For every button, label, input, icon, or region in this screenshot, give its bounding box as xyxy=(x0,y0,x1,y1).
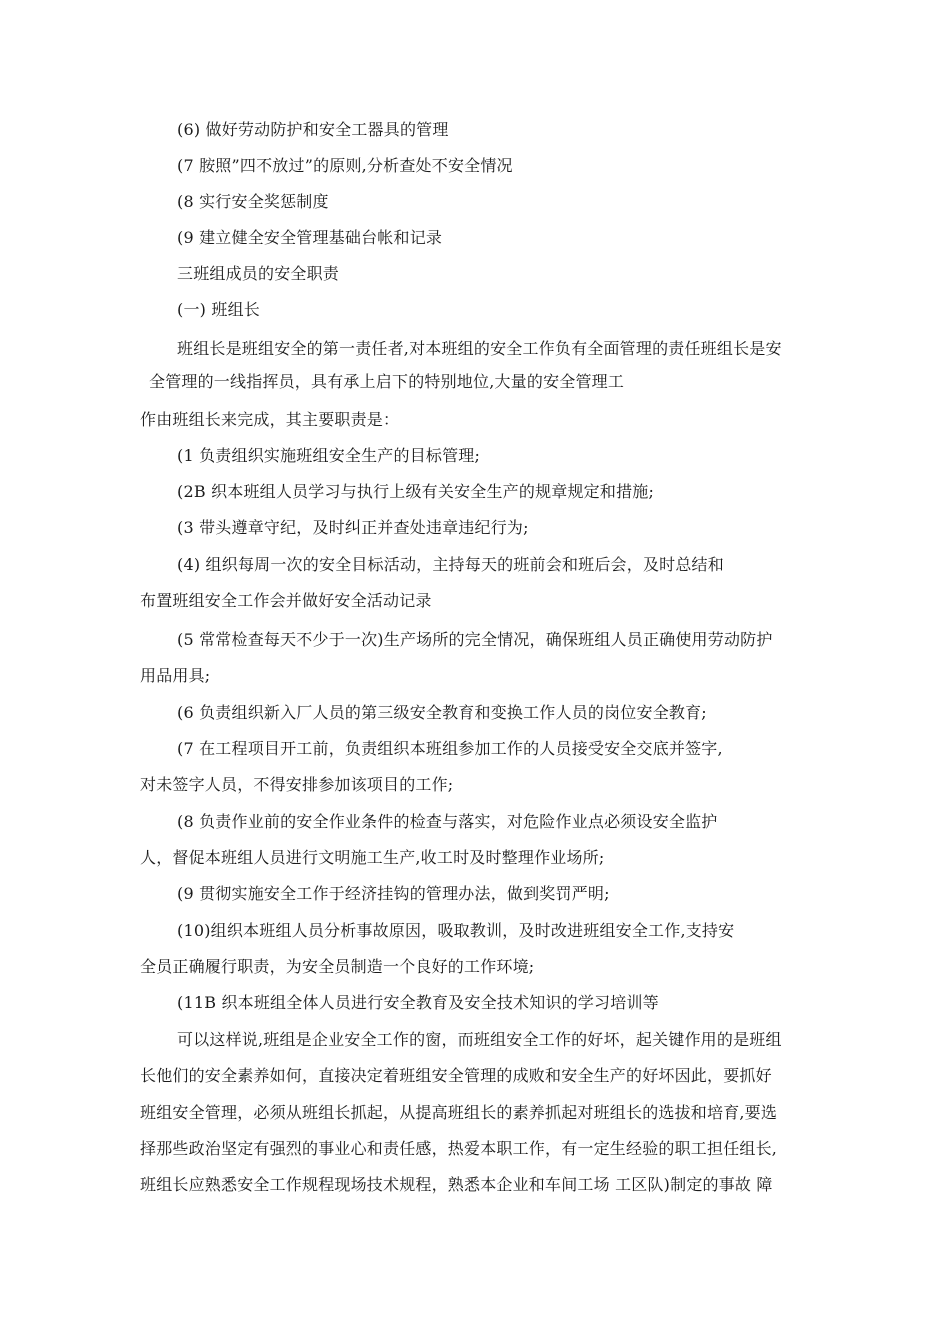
list-item: (7 在工程项目开工前，负责组织本班组参加工作的人员接受安全交底并签字, xyxy=(177,739,723,758)
text-line: (9 建立健全安全管理基础台帐和记录 xyxy=(177,228,443,247)
text-line: (7 胺照”四不放过”的原则,分析查处不安全情况 xyxy=(177,156,513,175)
list-item: (11B 织本班组全体人员进行安全教育及安全技术知识的学习培训等 xyxy=(177,993,659,1012)
paragraph-line: 班组长应熟悉安全工作规程现场技术规程，熟悉本企业和车间工场 工区队)制定的事故 障 xyxy=(140,1175,773,1194)
list-item: (4) 组织每周一次的安全目标活动，主持每天的班前会和班后会，及时总结和 xyxy=(177,555,724,574)
paragraph-line: 长他们的安全素养如何，直接决定着班组安全管理的成败和安全生产的好坏因此，要抓好 xyxy=(140,1066,772,1085)
subsection-heading: (一) 班组长 xyxy=(177,300,260,319)
list-item-continuation: 全员正确履行职责，为安全员制造一个良好的工作环境; xyxy=(140,957,535,976)
paragraph-line: 可以这样说,班组是企业安全工作的窗，而班组安全工作的好坏，起关键作用的是班组 xyxy=(177,1030,782,1049)
paragraph-line: 班组安全管理，必须从班组长抓起，从提高班组长的素养抓起对班组长的选拔和培育,要选 xyxy=(140,1103,778,1122)
list-item-continuation: 用品用具; xyxy=(140,666,211,685)
section-heading: 三班组成员的安全职责 xyxy=(177,264,340,283)
paragraph-line: 择那些政治坚定有强烈的事业心和责任感，热爱本职工作，有一定生经验的职工担任组长, xyxy=(140,1139,778,1158)
paragraph-line: 班组长是班组安全的第一责任者,对本班组的安全工作负有全面管理的责任班组长是安 xyxy=(177,339,782,358)
text-line: (8 实行安全奖惩制度 xyxy=(177,192,329,211)
list-item: (9 贯彻实施安全工作于经济挂钩的管理办法，做到奖罚严明; xyxy=(177,884,610,903)
list-item-continuation: 布置班组安全工作会并做好安全活动记录 xyxy=(140,591,432,610)
list-item: (10)组织本班组人员分析事故原因，吸取教训，及时改进班组安全工作,支持安 xyxy=(177,921,735,940)
list-item: (6 负责组织新入厂人员的第三级安全教育和变换工作人员的岗位安全教育; xyxy=(177,703,707,722)
list-item: (2B 织本班组人员学习与执行上级有关安全生产的规章规定和措施; xyxy=(177,482,655,501)
list-item-continuation: 对未签字人员，不得安排参加该项目的工作; xyxy=(140,775,454,794)
list-item-continuation: 人，督促本班组人员进行文明施工生产,收工时及时整理作业场所; xyxy=(140,848,605,867)
list-item: (1 负责组织实施班组安全生产的目标管理; xyxy=(177,446,481,465)
paragraph-line: 全管理的一线指挥员，具有承上启下的特别地位,大量的安全管理工 xyxy=(149,372,625,391)
paragraph-line: 作由班组长来完成，其主要职责是： xyxy=(140,410,400,429)
list-item: (3 带头遵章守纪，及时纠正并查处违章违纪行为; xyxy=(177,518,529,537)
list-item: (5 常常检查每天不少于一次)生产场所的完全情况，确保班组人员正确使用劳动防护 xyxy=(177,630,773,649)
list-item: (8 负责作业前的安全作业条件的检查与落实，对危险作业点必须设安全监护 xyxy=(177,812,718,831)
text-line: (6) 做好劳动防护和安全工器具的管理 xyxy=(177,120,449,139)
